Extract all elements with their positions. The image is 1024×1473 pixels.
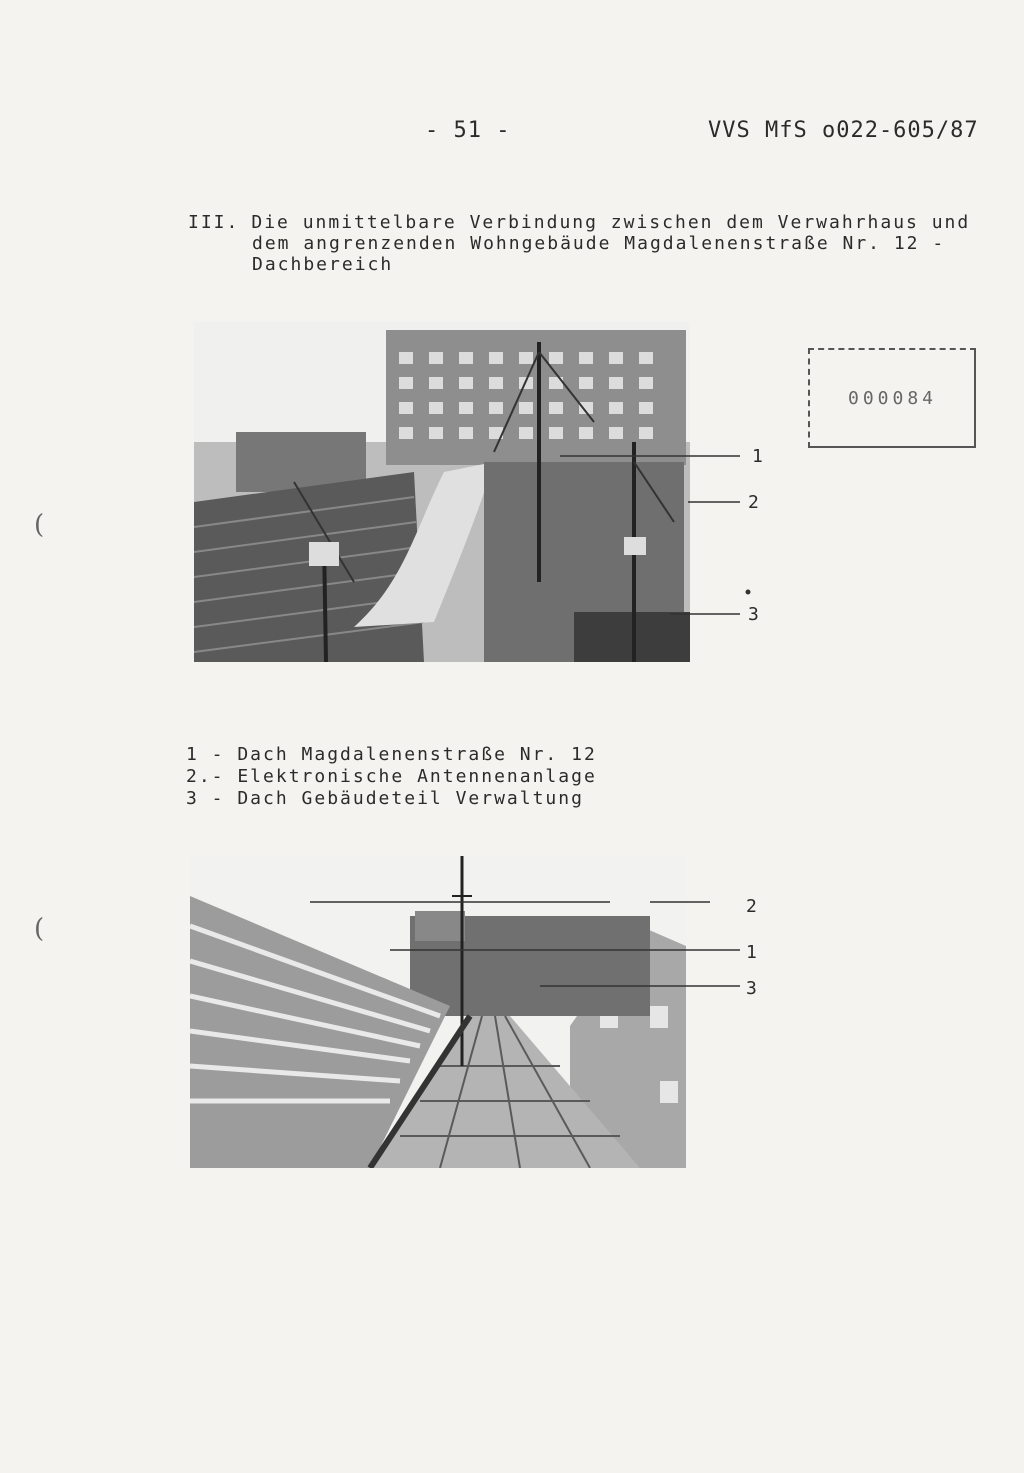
photo1-callout-2: 2 <box>748 492 759 513</box>
photo1-callout-3: 3 <box>748 604 759 625</box>
photo1-callout-lines <box>560 440 780 630</box>
photo-legend <box>186 744 597 810</box>
section-number: III. <box>188 212 240 233</box>
legend-item: 3 - Dach Gebäudeteil Verwaltung <box>186 788 584 809</box>
margin-mark-2: ( <box>34 914 45 944</box>
document-reference: VVS MfS o022-605/87 <box>708 118 979 143</box>
photo2-callout-1: 1 <box>746 942 757 963</box>
photo2-callout-2: 2 <box>746 896 757 917</box>
section-title-line2: dem angrenzenden Wohngebäude Magdalenenstraße Nr. 12 - <box>252 233 946 254</box>
legend-item: 2.- Elektronische Antennenanlage <box>186 766 597 787</box>
section-title-line1: Die unmittelbare Verbindung zwischen dem Verwahrhaus und <box>251 212 971 233</box>
margin-mark-1: ( <box>34 510 45 540</box>
legend-item: 1 - Dach Magdalenenstraße Nr. 12 <box>186 744 597 765</box>
section-title-line3: Dachbereich <box>252 254 394 275</box>
stamp-number: 000084 <box>848 388 938 409</box>
photo2-callout-lines <box>310 890 770 1000</box>
archive-stamp <box>808 348 976 448</box>
photo2-callout-3: 3 <box>746 978 757 999</box>
photo1-callout-1: 1 <box>752 446 763 467</box>
page-number: - 51 - <box>425 118 511 143</box>
section-heading <box>188 212 970 275</box>
